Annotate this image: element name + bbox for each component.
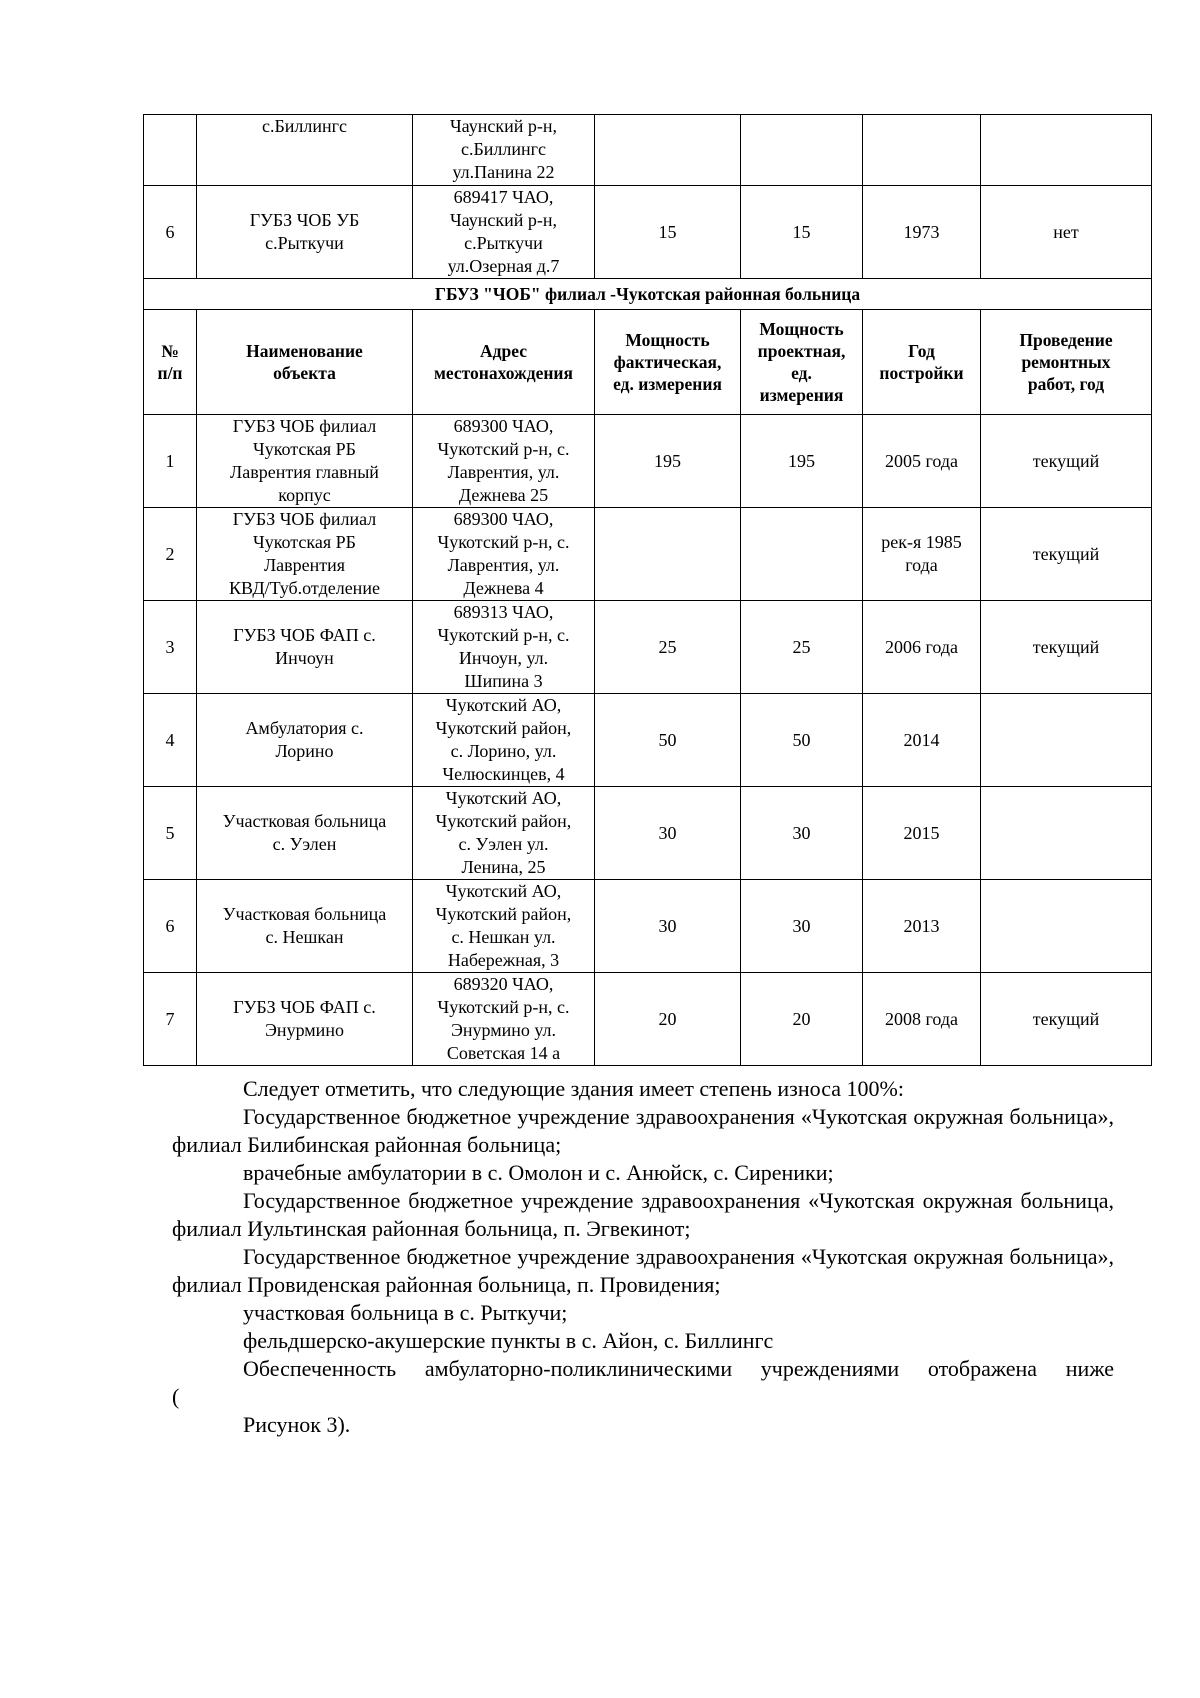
header-row: [144, 310, 1152, 415]
cell-num: 1: [144, 415, 197, 508]
cell-name: ГУБЗ ЧОБ УБ с.Рыткучи: [197, 186, 413, 279]
cell-year: 2014: [863, 694, 981, 787]
paragraph: Следует отметить, что следующие здания имеет степень износа 100%:: [243, 1076, 904, 1101]
cell-name: ГУБЗ ЧОБ ФАП с. Инчоун: [197, 601, 413, 694]
cell-num: [144, 115, 197, 186]
table-row: [144, 787, 1152, 880]
cell-year: 2006 года: [863, 601, 981, 694]
header-num: № п/п: [144, 310, 197, 415]
cell-address: Чаунский р-н, с.Биллингс ул.Панина 22: [413, 115, 595, 186]
cell-repair: [981, 694, 1152, 787]
paragraph: участковая больница в с. Рыткучи;: [243, 1300, 568, 1325]
cell-year: 2008 года: [863, 973, 981, 1066]
header-address: Адрес местонахождения: [413, 310, 595, 415]
cell-repair: текущий: [981, 508, 1152, 601]
cell-cap-fact: 25: [595, 601, 741, 694]
table-row: [144, 973, 1152, 1066]
cell-cap-proj: 15: [741, 186, 863, 279]
cell-name: Участковая больница с. Уэлен: [197, 787, 413, 880]
table-row: [144, 880, 1152, 973]
cell-cap-proj: 20: [741, 973, 863, 1066]
cell-num: 3: [144, 601, 197, 694]
header-name: Наименование объекта: [197, 310, 413, 415]
cell-repair: текущий: [981, 601, 1152, 694]
cell-cap-fact: 195: [595, 415, 741, 508]
cell-cap-fact: 20: [595, 973, 741, 1066]
header-year: Год постройки: [863, 310, 981, 415]
cell-cap-fact: 50: [595, 694, 741, 787]
cell-cap-fact: [595, 508, 741, 601]
cell-address: 689417 ЧАО, Чаунский р-н, с.Рыткучи ул.Озерная д.7: [413, 186, 595, 279]
cell-cap-proj: 25: [741, 601, 863, 694]
section-title: ГБУЗ "ЧОБ" филиал -Чукотская районная больница: [144, 279, 1152, 310]
facilities-table: [143, 114, 1152, 1066]
cell-cap-proj: 50: [741, 694, 863, 787]
cell-num: 7: [144, 973, 197, 1066]
cell-num: 6: [144, 880, 197, 973]
cell-num: 2: [144, 508, 197, 601]
header-repair: Проведение ремонтных работ, год: [981, 310, 1152, 415]
paragraph-paren: (: [172, 1384, 180, 1409]
cell-year: 2013: [863, 880, 981, 973]
cell-name: с.Биллингс: [197, 115, 413, 186]
cell-cap-proj: 30: [741, 787, 863, 880]
paragraph: Государственное бюджетное учреждение здравоохранения «Чукотская окружная больница», филиал Провиденская районная больница, п. Провидения;: [172, 1244, 1114, 1297]
cell-address: 689300 ЧАО, Чукотский р-н, с. Лаврентия, ул. Дежнева 4: [413, 508, 595, 601]
cell-name: ГУБЗ ЧОБ филиал Чукотская РБ Лаврентия КВД/Туб.отделение: [197, 508, 413, 601]
cell-address: 689300 ЧАО, Чукотский р-н, с. Лаврентия, ул. Дежнева 25: [413, 415, 595, 508]
cell-address: Чукотский АО, Чукотский район, с. Лорино, ул. Челюскинцев, 4: [413, 694, 595, 787]
cell-address: 689320 ЧАО, Чукотский р-н, с. Энурмино ул. Советская 14 а: [413, 973, 595, 1066]
cell-name: ГУБЗ ЧОБ ФАП с. Энурмино: [197, 973, 413, 1066]
table-row: [144, 186, 1152, 279]
cell-repair: текущий: [981, 973, 1152, 1066]
paragraph: врачебные амбулатории в с. Омолон и с. Анюйск, с. Сиреники;: [243, 1160, 834, 1185]
cell-num: 5: [144, 787, 197, 880]
section-row: [144, 279, 1152, 310]
cell-address: 689313 ЧАО, Чукотский р-н, с. Инчоун, ул. Шипина 3: [413, 601, 595, 694]
body-text: [172, 1075, 1114, 1439]
paragraph: Государственное бюджетное учреждение здравоохранения «Чукотская окружная больница», филиал Билибинская районная больница;: [172, 1104, 1114, 1157]
table-row: [144, 601, 1152, 694]
cell-cap-proj: 30: [741, 880, 863, 973]
cell-year: рек-я 1985 года: [863, 508, 981, 601]
cell-year: 2015: [863, 787, 981, 880]
cell-cap-fact: [595, 115, 741, 186]
paragraph: Государственное бюджетное учреждение здравоохранения «Чукотская окружная больница, филиал Иультинская районная больница, п. Эгвекинот;: [172, 1188, 1114, 1241]
cell-repair: [981, 115, 1152, 186]
paragraph: Обеспеченность амбулаторно-поликлиническими учреждениями отображена ниже: [243, 1356, 1114, 1381]
cell-year: [863, 115, 981, 186]
table-row: [144, 694, 1152, 787]
cell-num: 4: [144, 694, 197, 787]
cell-name: Амбулатория с. Лорино: [197, 694, 413, 787]
paragraph: фельдшерско-акушерские пункты в с. Айон, с. Биллингс: [243, 1328, 774, 1353]
cell-cap-proj: [741, 508, 863, 601]
table-row: [144, 508, 1152, 601]
cell-cap-fact: 30: [595, 787, 741, 880]
cell-address: Чукотский АО, Чукотский район, с. Нешкан ул. Набережная, 3: [413, 880, 595, 973]
cell-year: 2005 года: [863, 415, 981, 508]
cell-cap-proj: 195: [741, 415, 863, 508]
cell-address: Чукотский АО, Чукотский район, с. Уэлен ул. Ленина, 25: [413, 787, 595, 880]
cell-cap-fact: 15: [595, 186, 741, 279]
header-cap-proj: Мощность проектная, ед. измерения: [741, 310, 863, 415]
cell-repair: текущий: [981, 415, 1152, 508]
cell-cap-fact: 30: [595, 880, 741, 973]
cell-repair: [981, 880, 1152, 973]
table-row: [144, 415, 1152, 508]
cell-cap-proj: [741, 115, 863, 186]
cell-name: ГУБЗ ЧОБ филиал Чукотская РБ Лаврентия главный корпус: [197, 415, 413, 508]
cell-name: Участковая больница с. Нешкан: [197, 880, 413, 973]
table-row: [144, 115, 1152, 186]
cell-num: 6: [144, 186, 197, 279]
header-cap-fact: Мощность фактическая, ед. измерения: [595, 310, 741, 415]
cell-repair: нет: [981, 186, 1152, 279]
cell-year: 1973: [863, 186, 981, 279]
cell-repair: [981, 787, 1152, 880]
paragraph: Рисунок 3).: [243, 1412, 351, 1437]
